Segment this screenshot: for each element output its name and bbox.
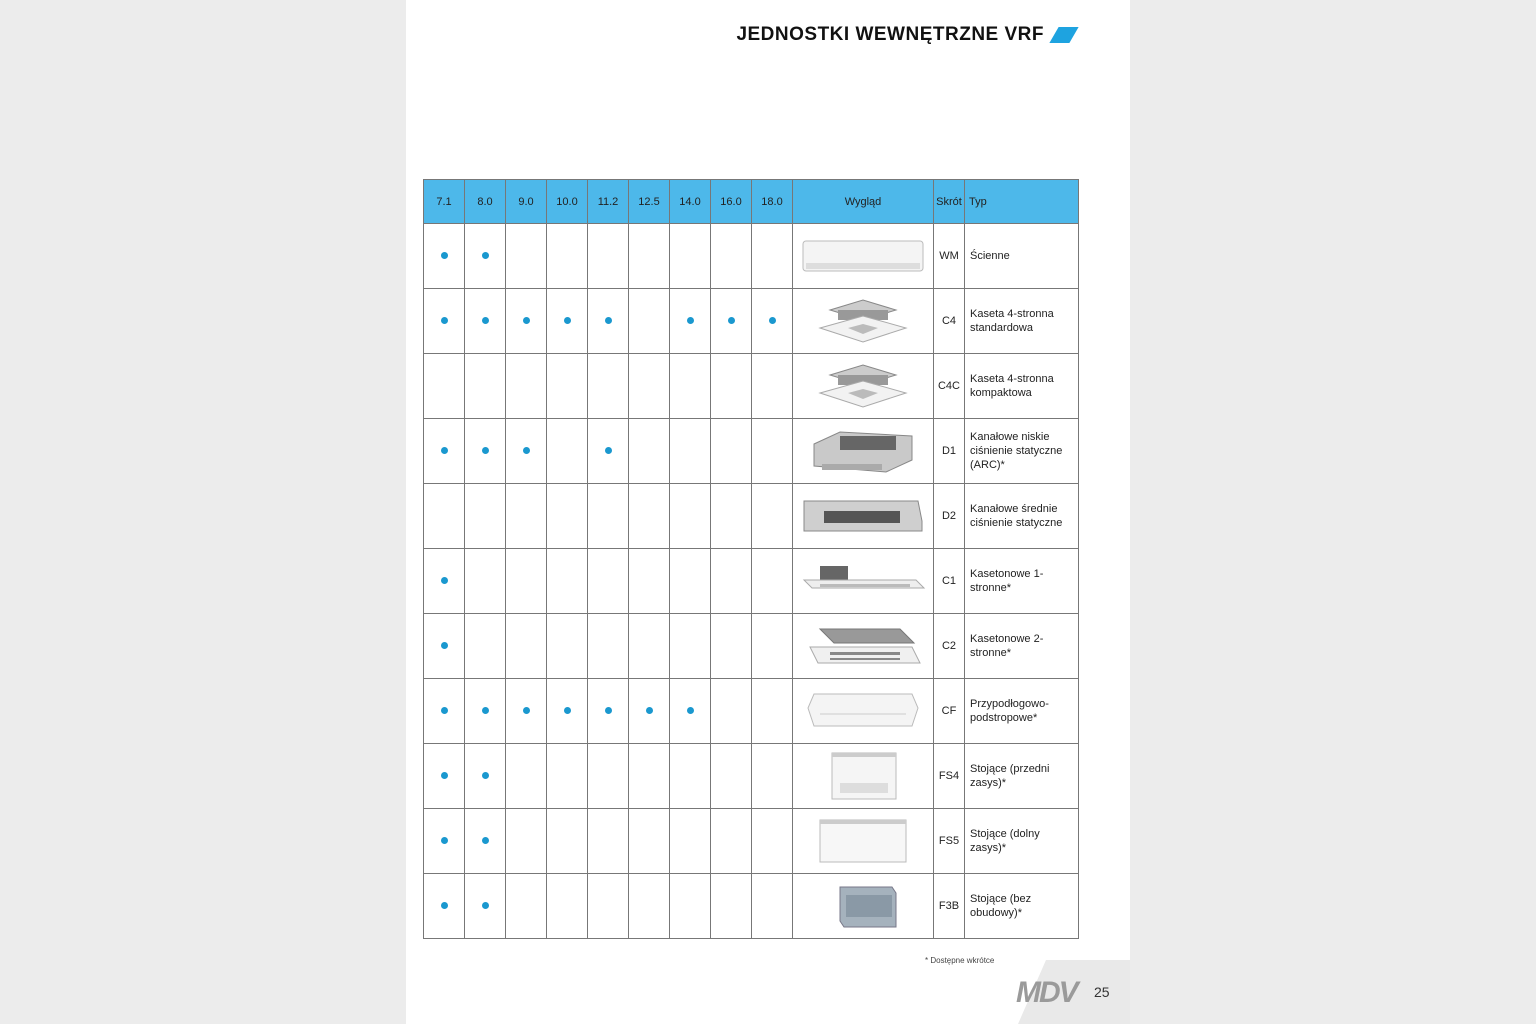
capacity-cell — [506, 874, 547, 939]
capacity-cell — [465, 419, 506, 484]
table-row — [424, 289, 1079, 354]
table-row — [424, 614, 1079, 679]
capacity-cell — [547, 289, 588, 354]
capacity-cell — [547, 744, 588, 809]
page-header — [736, 24, 1074, 46]
page-title: JEDNOSTKI WEWNĘTRZNE VRF — [736, 24, 1044, 45]
availability-dot-icon — [482, 447, 489, 454]
capacity-cell — [588, 289, 629, 354]
capacity-cell — [629, 809, 670, 874]
capacity-header: 14.0 — [670, 180, 711, 224]
capacity-header: 7.1 — [424, 180, 465, 224]
unit-type: Stojące (przedni zasys)* — [965, 744, 1079, 809]
capacity-cell — [752, 874, 793, 939]
unit-abbreviation: FS5 — [934, 809, 965, 874]
capacity-cell — [424, 549, 465, 614]
capacity-cell — [711, 874, 752, 939]
capacity-cell — [506, 614, 547, 679]
unit-image-cell — [793, 809, 934, 874]
capacity-header: 11.2 — [588, 180, 629, 224]
floor-standing-bottom-icon — [800, 816, 926, 866]
table-row — [424, 484, 1079, 549]
capacity-cell — [588, 419, 629, 484]
capacity-cell — [465, 874, 506, 939]
capacity-cell — [588, 224, 629, 289]
type-header: Typ — [965, 180, 1079, 224]
vrf-units-table — [423, 179, 1079, 939]
capacity-cell — [711, 419, 752, 484]
unit-image-cell — [793, 614, 934, 679]
unit-type: Kasetonowe 1-stronne* — [965, 549, 1079, 614]
capacity-cell — [506, 809, 547, 874]
capacity-cell — [465, 809, 506, 874]
capacity-header: 9.0 — [506, 180, 547, 224]
capacity-cell — [547, 224, 588, 289]
capacity-cell — [588, 679, 629, 744]
unit-type: Ścienne — [965, 224, 1079, 289]
capacity-cell — [588, 614, 629, 679]
capacity-cell — [547, 809, 588, 874]
capacity-cell — [424, 874, 465, 939]
capacity-cell — [752, 809, 793, 874]
unit-image-cell — [793, 484, 934, 549]
capacity-cell — [465, 484, 506, 549]
capacity-cell — [506, 744, 547, 809]
unit-type: Stojące (dolny zasys)* — [965, 809, 1079, 874]
capacity-cell — [629, 874, 670, 939]
capacity-cell — [752, 679, 793, 744]
floor-ceiling-unit-icon — [800, 686, 926, 736]
availability-dot-icon — [482, 772, 489, 779]
capacity-cell — [752, 354, 793, 419]
capacity-cell — [588, 874, 629, 939]
capacity-cell — [424, 614, 465, 679]
document-page — [406, 0, 1130, 1024]
mdv-logo: MDV — [1016, 976, 1077, 1009]
capacity-cell — [465, 744, 506, 809]
cassette-4way-compact-icon — [800, 361, 926, 411]
unit-type: Kasetonowe 2-stronne* — [965, 614, 1079, 679]
capacity-cell — [629, 549, 670, 614]
capacity-cell — [711, 224, 752, 289]
capacity-cell — [752, 614, 793, 679]
availability-dot-icon — [441, 642, 448, 649]
capacity-cell — [424, 224, 465, 289]
capacity-cell — [629, 679, 670, 744]
availability-dot-icon — [769, 317, 776, 324]
capacity-cell — [465, 549, 506, 614]
capacity-cell — [424, 484, 465, 549]
capacity-cell — [752, 289, 793, 354]
availability-dot-icon — [482, 252, 489, 259]
unit-abbreviation: FS4 — [934, 744, 965, 809]
availability-dot-icon — [441, 902, 448, 909]
capacity-cell — [424, 289, 465, 354]
availability-dot-icon — [523, 447, 530, 454]
capacity-cell — [465, 289, 506, 354]
capacity-cell — [752, 224, 793, 289]
capacity-cell — [711, 679, 752, 744]
capacity-cell — [670, 809, 711, 874]
capacity-cell — [547, 679, 588, 744]
capacity-cell — [424, 809, 465, 874]
table-row — [424, 224, 1079, 289]
availability-dot-icon — [482, 837, 489, 844]
capacity-cell — [547, 484, 588, 549]
capacity-cell — [670, 614, 711, 679]
page-number: 25 — [1094, 984, 1110, 1000]
capacity-cell — [711, 289, 752, 354]
capacity-cell — [711, 549, 752, 614]
table-row — [424, 874, 1079, 939]
capacity-cell — [670, 354, 711, 419]
unit-type: Stojące (bez obudowy)* — [965, 874, 1079, 939]
availability-dot-icon — [687, 707, 694, 714]
availability-dot-icon — [441, 252, 448, 259]
unit-abbreviation: D1 — [934, 419, 965, 484]
availability-dot-icon — [523, 707, 530, 714]
unit-image-cell — [793, 744, 934, 809]
cassette-4way-standard-icon — [800, 296, 926, 346]
capacity-cell — [465, 354, 506, 419]
capacity-cell — [547, 354, 588, 419]
duct-medium-pressure-icon — [800, 491, 926, 541]
availability-dot-icon — [605, 447, 612, 454]
capacity-cell — [670, 744, 711, 809]
availability-dot-icon — [441, 837, 448, 844]
capacity-cell — [629, 419, 670, 484]
unit-image-cell — [793, 549, 934, 614]
unit-type: Przypodłogowo-podstropowe* — [965, 679, 1079, 744]
table-row — [424, 549, 1079, 614]
capacity-cell — [506, 289, 547, 354]
capacity-cell — [547, 874, 588, 939]
availability-dot-icon — [564, 707, 571, 714]
unit-abbreviation: CF — [934, 679, 965, 744]
availability-dot-icon — [441, 577, 448, 584]
availability-dot-icon — [482, 317, 489, 324]
capacity-cell — [506, 354, 547, 419]
cassette-1way-icon — [800, 556, 926, 606]
capacity-cell — [629, 614, 670, 679]
wall-mounted-unit-icon — [800, 231, 926, 281]
availability-dot-icon — [728, 317, 735, 324]
capacity-cell — [670, 874, 711, 939]
capacity-cell — [547, 419, 588, 484]
capacity-cell — [588, 809, 629, 874]
unit-abbreviation: C2 — [934, 614, 965, 679]
availability-dot-icon — [605, 317, 612, 324]
capacity-header: 10.0 — [547, 180, 588, 224]
capacity-cell — [752, 419, 793, 484]
unit-image-cell — [793, 224, 934, 289]
capacity-cell — [711, 744, 752, 809]
unit-abbreviation: C4 — [934, 289, 965, 354]
unit-image-cell — [793, 289, 934, 354]
unit-image-cell — [793, 419, 934, 484]
capacity-header: 12.5 — [629, 180, 670, 224]
unit-type: Kaseta 4-stronna standardowa — [965, 289, 1079, 354]
unit-abbreviation: F3B — [934, 874, 965, 939]
floor-standing-front-icon — [800, 751, 926, 801]
capacity-cell — [670, 419, 711, 484]
unit-image-cell — [793, 679, 934, 744]
availability-dot-icon — [482, 707, 489, 714]
availability-dot-icon — [441, 707, 448, 714]
availability-dot-icon — [523, 317, 530, 324]
capacity-cell — [506, 549, 547, 614]
table-body — [424, 224, 1079, 939]
capacity-cell — [506, 484, 547, 549]
capacity-cell — [711, 614, 752, 679]
unit-image-cell — [793, 874, 934, 939]
capacity-cell — [506, 419, 547, 484]
unit-abbreviation: C1 — [934, 549, 965, 614]
capacity-cell — [670, 289, 711, 354]
capacity-cell — [424, 744, 465, 809]
unit-abbreviation: D2 — [934, 484, 965, 549]
unit-type: Kanałowe średnie ciśnienie statyczne — [965, 484, 1079, 549]
capacity-cell — [752, 549, 793, 614]
availability-dot-icon — [605, 707, 612, 714]
capacity-cell — [506, 679, 547, 744]
table-row — [424, 744, 1079, 809]
floor-standing-concealed-icon — [800, 881, 926, 931]
availability-dot-icon — [441, 447, 448, 454]
table-header-row — [424, 180, 1079, 224]
capacity-cell — [547, 614, 588, 679]
unit-image-cell — [793, 354, 934, 419]
capacity-cell — [711, 809, 752, 874]
table-row — [424, 419, 1079, 484]
capacity-cell — [588, 354, 629, 419]
cassette-2way-icon — [800, 621, 926, 671]
availability-dot-icon — [441, 772, 448, 779]
capacity-cell — [506, 224, 547, 289]
availability-dot-icon — [687, 317, 694, 324]
capacity-cell — [711, 484, 752, 549]
capacity-cell — [465, 679, 506, 744]
table-row — [424, 354, 1079, 419]
capacity-cell — [629, 354, 670, 419]
availability-dot-icon — [564, 317, 571, 324]
availability-dot-icon — [441, 317, 448, 324]
capacity-cell — [670, 549, 711, 614]
capacity-header: 16.0 — [711, 180, 752, 224]
capacity-cell — [670, 484, 711, 549]
capacity-cell — [465, 224, 506, 289]
unit-abbreviation: WM — [934, 224, 965, 289]
availability-dot-icon — [482, 902, 489, 909]
capacity-cell — [711, 354, 752, 419]
availability-dot-icon — [646, 707, 653, 714]
capacity-cell — [424, 679, 465, 744]
capacity-cell — [629, 744, 670, 809]
capacity-cell — [752, 484, 793, 549]
capacity-cell — [588, 744, 629, 809]
appearance-header: Wygląd — [793, 180, 934, 224]
table-row — [424, 809, 1079, 874]
capacity-cell — [752, 744, 793, 809]
capacity-cell — [629, 224, 670, 289]
capacity-cell — [629, 484, 670, 549]
accent-stripe-icon — [1049, 27, 1078, 43]
capacity-header: 8.0 — [465, 180, 506, 224]
capacity-cell — [670, 224, 711, 289]
capacity-cell — [670, 679, 711, 744]
capacity-cell — [424, 419, 465, 484]
duct-low-pressure-icon — [800, 426, 926, 476]
footnote: * Dostępne wkrótce — [925, 956, 995, 965]
capacity-cell — [588, 484, 629, 549]
unit-type: Kanałowe niskie ciśnienie statyczne (ARC)* — [965, 419, 1079, 484]
capacity-cell — [588, 549, 629, 614]
capacity-cell — [547, 549, 588, 614]
unit-abbreviation: C4C — [934, 354, 965, 419]
table-row — [424, 679, 1079, 744]
capacity-cell — [424, 354, 465, 419]
capacity-header: 18.0 — [752, 180, 793, 224]
unit-type: Kaseta 4-stronna kompaktowa — [965, 354, 1079, 419]
capacity-cell — [629, 289, 670, 354]
abbr-header: Skrót — [934, 180, 965, 224]
capacity-cell — [465, 614, 506, 679]
